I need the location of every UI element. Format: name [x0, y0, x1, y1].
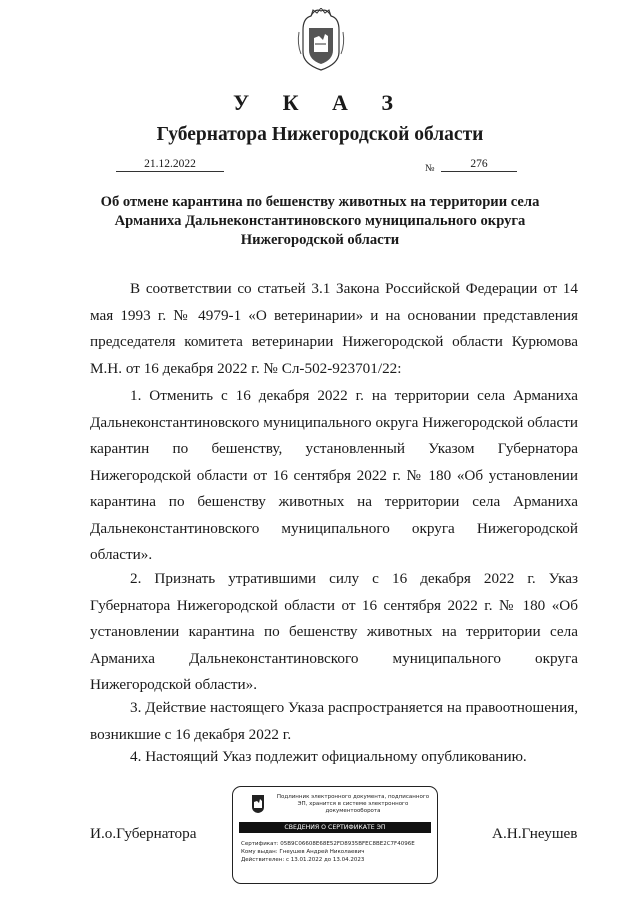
- e-signature-stamp: [232, 786, 438, 884]
- clause-1: 1. Отменить с 16 декабря 2022 г. на территории села Арманиха Дальнеконстантиновского муниципального округа Нижегородской области карантин по бешенству, установленный Указом Губернатора Нижегородской области от 16 сентября 2022 г. № 180 «Об установлении карантина по бешенству животных на территории села Арманиха Дальнеконстантиновского муниципального округа Нижегородской области».: [90, 387, 578, 563]
- issuer-heading: Губернатора Нижегородской области: [156, 124, 484, 145]
- signatory-title: И.о.Губернатора: [90, 825, 197, 842]
- stamp-note: Подлинник электронного документа, подписанного ЭП, хранится в системе электронного документооборота: [276, 794, 430, 814]
- clause-2: 2. Признать утратившими силу с 16 декабря 2022 г. Указ Губернатора Нижегородской области от 16 сентября 2022 г. № 180 «Об установлении карантина по бешенству животных на территории села Арманиха Дальнеконстантиновского муниципального округа Нижегородской области».: [90, 570, 578, 693]
- region-emblem-icon: [251, 794, 265, 814]
- document-type-heading: У К А З: [232, 90, 408, 115]
- certificate-serial: Сертификат: 05B9C06608E68E52FD8935BFEC8BE2C7F4096E: [241, 841, 415, 847]
- certificate-owner: Кому выдан: Гнеушев Андрей Николаевич: [241, 849, 365, 855]
- clause-3: 3. Действие настоящего Указа распространяется на правоотношения, возникшие с 16 декабря 2022 г.: [90, 699, 578, 743]
- document-title: Об отмене карантина по бешенству животных на территории села Арманиха Дальнеконстантиновского муниципального округа Нижегородской области: [100, 194, 540, 248]
- document-number: 276: [441, 158, 517, 172]
- stamp-band: СВЕДЕНИЯ О СЕРТИФИКАТЕ ЭП: [239, 822, 431, 833]
- number-label: №: [425, 163, 435, 174]
- signatory-name: А.Н.Гнеушев: [492, 825, 578, 842]
- document-date: 21.12.2022: [116, 158, 224, 172]
- certificate-validity: Действителен: с 13.01.2022 до 13.04.2023: [241, 857, 365, 863]
- clause-4: 4. Настоящий Указ подлежит официальному опубликованию.: [130, 748, 527, 765]
- coat-of-arms-emblem: [295, 8, 347, 72]
- preamble-paragraph: В соответствии со статьей 3.1 Закона Российской Федерации от 14 мая 1993 г. № 4979-1 «О ветеринарии» и на основании представления председателя комитета ветеринарии Нижегородской области Курюмова М.Н. от 16 декабря 2022 г. № Сл-502-923701/22:: [90, 280, 578, 377]
